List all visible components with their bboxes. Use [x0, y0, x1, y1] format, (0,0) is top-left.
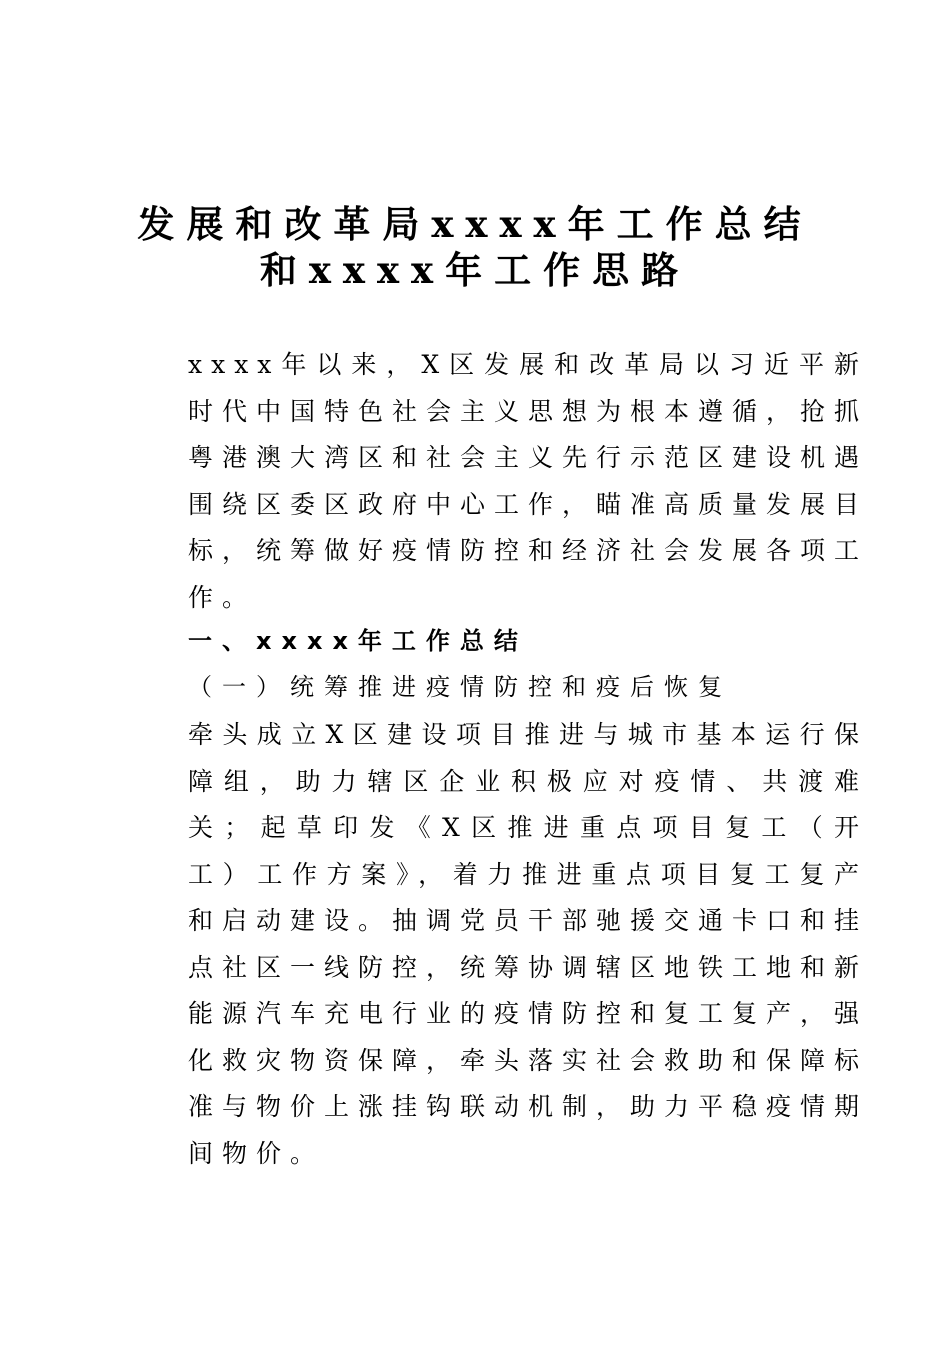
document-title-line-1: 发展和改革局xxxx年工作总结: [137, 202, 813, 246]
intro-paragraph: xxxx年以来，X区发展和改革局以习近平新时代中国特色社会主义思想为根本遵循，抢抓粤港澳大湾区和社会主义先行示范区建设机遇围绕区委区政府中心工作，瞄准高质量发展目标，统筹做好疫情防控和经济社会发展各项工作。: [188, 350, 869, 612]
section-heading: 一、xxxx年工作总结: [188, 627, 528, 655]
subsection-heading: （一）统筹推进疫情防控和疫后恢复: [188, 673, 732, 701]
subsection-paragraph: 牵头成立X区建设项目推进与城市基本运行保障组，助力辖区企业积极应对疫情、共渡难关；起草印发《X区推进重点项目复工（开工）工作方案》，着力推进重点项目复工复产和启动建设。抽调党员干部驰援交通卡口和挂点社区一线防控，统筹协调辖区地铁工地和新能源汽车充电行业的疫情防控和复工复产，强化救灾物资保障，牵头落实社会救助和保障标准与物价上涨挂钩联动机制，助力平稳疫情期间物价。: [188, 720, 869, 1168]
document-title-line-2: 和xxxx年工作思路: [259, 248, 691, 292]
